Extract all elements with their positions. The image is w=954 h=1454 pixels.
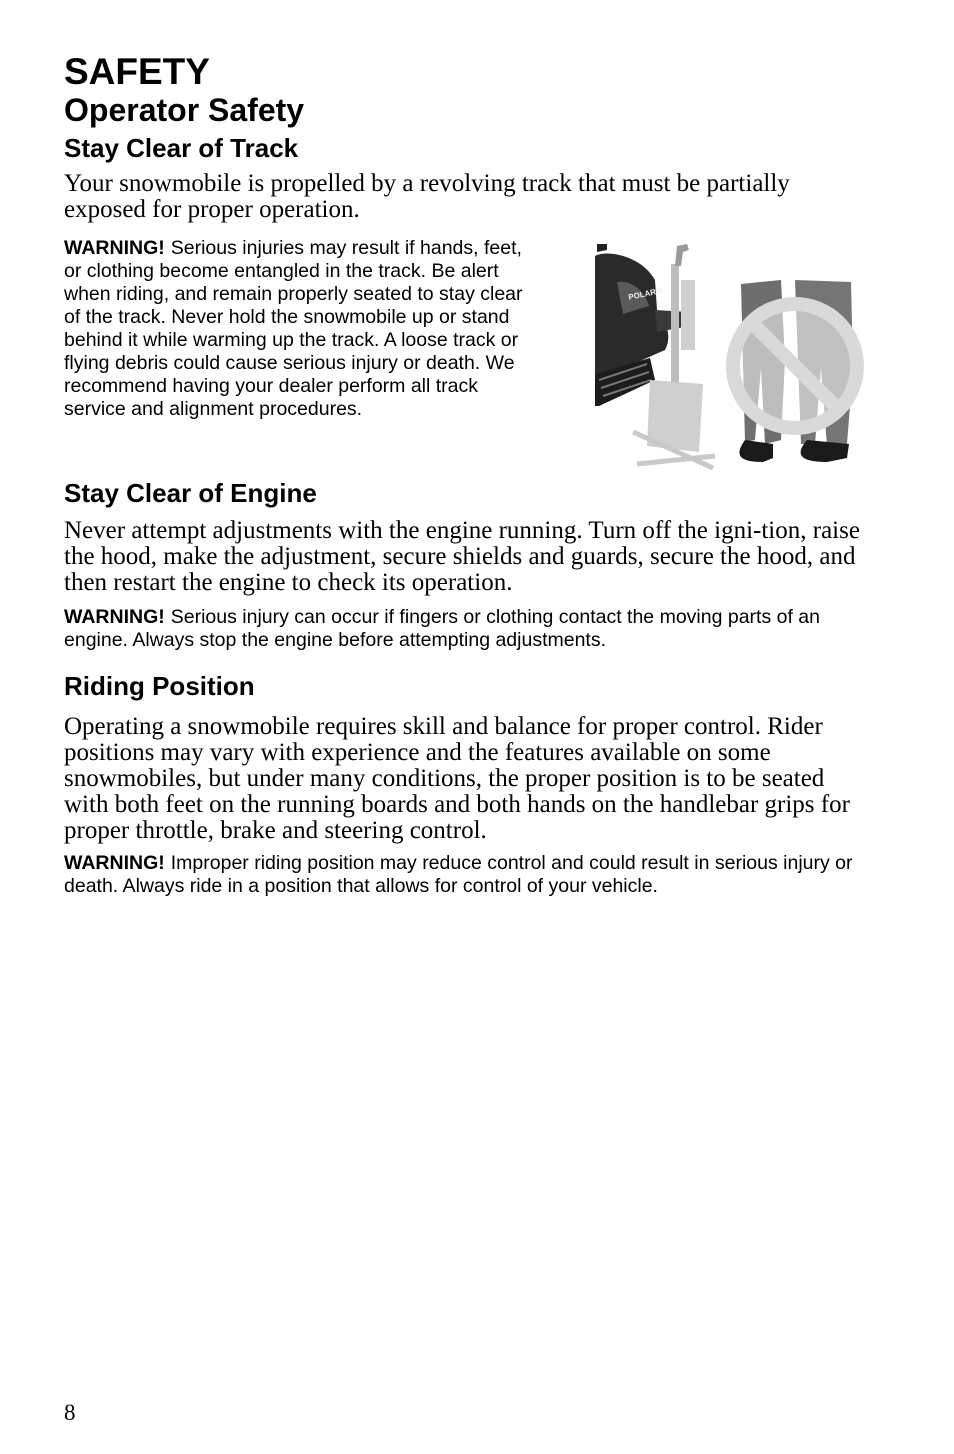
track-warning — [64, 237, 534, 421]
warning-text: Serious injury can occur if fingers or clothing contact the moving parts of an engine. Always stop the engine before attempting adjustments. — [64, 606, 820, 651]
track-safety-illustration-svg — [595, 240, 865, 472]
engine-body-text: Never attempt adjustments with the engine running. Turn off the igni-tion, raise the hood, make the adjustment, secure shields and guards, secure the hood, and then restart the engine to check its operation. — [64, 517, 860, 596]
riding-warning — [64, 852, 864, 898]
person-left-shoe — [739, 440, 773, 462]
jack-stand-handle — [675, 244, 689, 266]
warning-label: WARNING! — [64, 852, 165, 874]
track-warning-row — [64, 237, 864, 477]
warning-text: Serious injuries may result if hands, feet, or clothing become entangled in the track. Be alert when riding, and remain properly seated to stay clear of the track. Never hold the snowmobile up or stand behind it while warming up the track. A loose track or flying debris could cause serious injury or death. We recommend having your dealer perform all track service and alignment procedures. — [64, 237, 523, 420]
track-safety-illustration — [595, 240, 865, 472]
snowmobile-seat-edge — [597, 244, 607, 252]
riding-body-text: Operating a snowmobile requires skill and balance for proper control. Rider positions may vary with experience and the features available on some snowmobiles, but under many conditions, the proper position is to be seated with both feet on the running boards and both hands on the handlebar grips for proper throttle, brake and steering control. — [64, 713, 850, 844]
prohibition-icon — [733, 304, 857, 428]
page-content — [64, 52, 864, 898]
engine-warning — [64, 606, 864, 652]
jack-stand-brace — [681, 280, 695, 350]
snowmobile-brand-text: POLARIS — [627, 285, 665, 302]
warning-text: Improper riding position may reduce control and could result in serious injury or death. Always ride in a position that allows for control of your vehicle. — [64, 852, 853, 897]
page-number: 8 — [64, 1400, 76, 1425]
warning-label: WARNING! — [64, 237, 165, 259]
track-body-text: Your snowmobile is propelled by a revolving track that must be partially exposed for proper operation. — [64, 170, 790, 223]
jack-stand-post — [671, 264, 679, 394]
heading-stay-clear-of-engine: Stay Clear of Engine — [64, 478, 317, 508]
subsection-title: Operator Safety — [64, 92, 305, 128]
warning-label: WARNING! — [64, 606, 165, 628]
section-title: SAFETY — [64, 51, 210, 92]
heading-stay-clear-of-track: Stay Clear of Track — [64, 133, 299, 163]
heading-riding-position: Riding Position — [64, 671, 255, 701]
